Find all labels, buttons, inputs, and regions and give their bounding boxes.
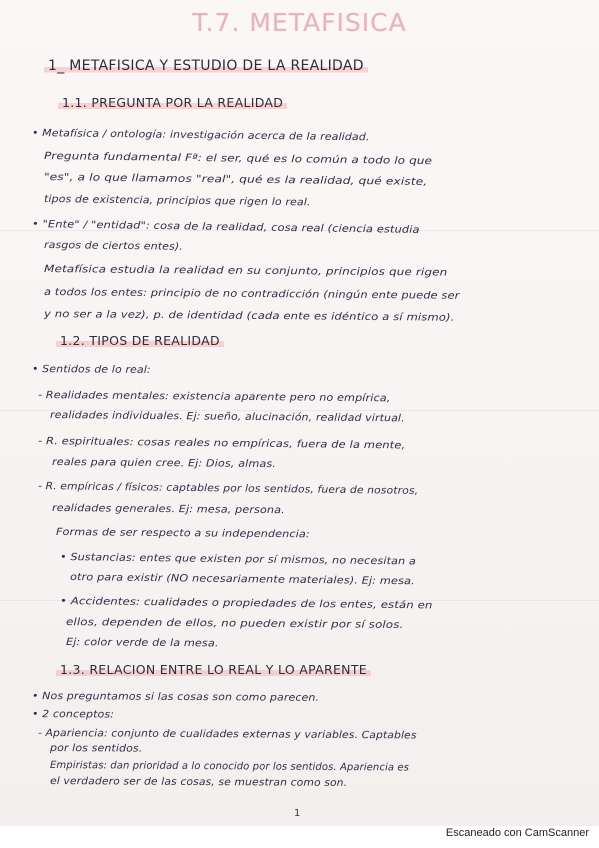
note-line: - R. empíricas / físicos: captables por los sentidos, fuera de nosotros, xyxy=(37,481,419,497)
note-line: Formas de ser respecto a su independencia: xyxy=(55,527,310,541)
note-line: reales para quien cree. Ej: Dios, almas. xyxy=(51,457,277,471)
note-line: - Realidades mentales: existencia aparente pero no empírica, xyxy=(37,390,391,405)
note-line: Pregunta fundamental Fª: el ser, qué es lo común a todo lo que xyxy=(43,151,433,168)
note-line: tipos de existencia, principios que rigen lo real. xyxy=(43,194,311,209)
section-heading-1: 1_ METAFISICA Y ESTUDIO DE LA REALIDAD xyxy=(44,58,368,74)
note-line: realidades individuales. Ej: sueño, alucinación, realidad virtual. xyxy=(49,410,405,425)
note-line: a todos los entes: principio de no contradicción (ningún ente puede ser xyxy=(43,287,460,302)
note-line: • Nos preguntamos si las cosas son como parecen. xyxy=(31,691,320,704)
note-line: "es", a lo que llamamos "real", qué es la realidad, qué existe, xyxy=(43,172,428,188)
note-line: rasgos de ciertos entes). xyxy=(43,240,184,253)
note-line: • Sentidos de lo real: xyxy=(31,364,151,376)
section-heading-1-3: 1.3. RELACION ENTRE LO REAL Y LO APARENTE xyxy=(56,662,371,677)
note-line: por los sentidos. xyxy=(49,743,143,755)
section-heading-1-2: 1.2. TIPOS DE REALIDAD xyxy=(56,333,224,348)
note-line: - Apariencia: conjunto de cualidades externas y variables. Captables xyxy=(37,728,417,742)
scanner-watermark: Escaneado con CamScanner xyxy=(445,827,589,839)
note-line: • Metafísica / ontología: investigación acerca de la realidad. xyxy=(31,128,370,144)
note-line: • 2 conceptos: xyxy=(31,709,115,721)
note-line: realidades generales. Ej: mesa, persona. xyxy=(51,503,285,517)
note-line: otro para existir (NO necesariamente materiales). Ej: mesa. xyxy=(69,572,415,588)
note-line: • Accidentes: cualidades o propiedades de los entes, están en xyxy=(59,596,433,612)
note-line: ellos, dependen de ellos, no pueden existir por sí solos. xyxy=(65,617,404,631)
note-line: el verdadero ser de las cosas, se muestran como son. xyxy=(49,776,348,789)
note-line: Metafísica estudia la realidad en su conjunto, principios que rigen xyxy=(43,264,448,279)
note-line: Empiristas: dan prioridad a lo conocido por los sentidos. Apariencia es xyxy=(49,760,409,774)
note-line: - R. espirituales: cosas reales no empíricas, fuera de la mente, xyxy=(37,436,406,452)
page-number: 1 xyxy=(294,808,301,819)
section-heading-1-1: 1.1. PREGUNTA POR LA REALIDAD xyxy=(58,95,287,110)
note-line: Ej: color verde de la mesa. xyxy=(65,637,219,650)
note-line: • "Ente" / "entidad": cosa de la realidad, cosa real (ciencia estudia xyxy=(31,219,420,236)
note-line: y no ser a la vez), p. de identidad (cada ente es idéntico a sí mismo). xyxy=(43,309,455,324)
page-title: T.7. METAFISICA xyxy=(192,8,407,37)
note-line: • Sustancias: entes que existen por sí mismos, no necesitan a xyxy=(59,552,416,568)
